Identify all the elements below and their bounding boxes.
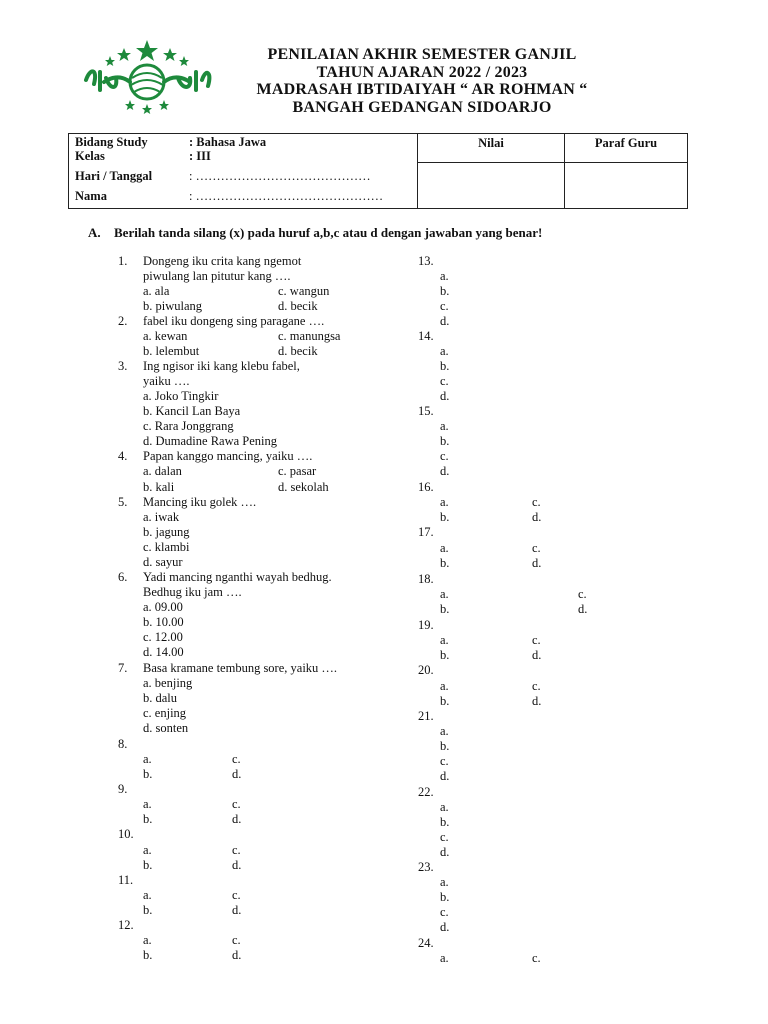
question-line: c. xyxy=(532,679,541,693)
question-line: a. dalan xyxy=(143,464,182,478)
question-line: b. xyxy=(440,602,450,616)
question-line: b. dalu xyxy=(143,691,178,705)
section-instruction-text: Berilah tanda silang (x) pada huruf a,b,c atau d dengan jawaban yang benar! xyxy=(114,225,543,240)
label-hari-tanggal: Hari / Tanggal xyxy=(75,169,153,183)
question-line: c. xyxy=(232,888,241,902)
question-number: 2. xyxy=(118,314,128,328)
question-line: d. xyxy=(232,903,242,917)
value-hari-tanggal[interactable]: : …………………………………… xyxy=(189,169,371,183)
question-line: c. pasar xyxy=(278,464,317,478)
question-line: Mancing iku golek …. xyxy=(143,495,257,509)
question-line: d. xyxy=(532,648,542,662)
question-line: d. xyxy=(440,845,450,859)
question-number: 3. xyxy=(118,359,128,373)
question-line: d. xyxy=(440,769,450,783)
question-line: a. xyxy=(440,344,449,358)
question-line: c. enjing xyxy=(143,706,187,720)
question-line: d. xyxy=(440,464,450,478)
question-line: a. xyxy=(440,951,449,965)
question-line: Dongeng iku crita kang ngemot xyxy=(143,254,302,268)
question-number: 23. xyxy=(418,860,434,874)
value-bidang-study: : Bahasa Jawa xyxy=(189,135,267,149)
question-line: c. xyxy=(232,752,241,766)
question-line: c. xyxy=(440,374,449,388)
question-number: 7. xyxy=(118,661,128,675)
nilai-header: Nilai xyxy=(418,134,565,163)
question-line: c. xyxy=(440,449,449,463)
question-line: d. becik xyxy=(278,344,318,358)
question-line: d. xyxy=(532,694,542,708)
question-number: 19. xyxy=(418,618,434,632)
question-number: 4. xyxy=(118,449,128,463)
question-line: b. xyxy=(143,767,153,781)
question-line: a. xyxy=(440,679,449,693)
question-line: d. sayur xyxy=(143,555,183,569)
question-line: a. xyxy=(440,419,449,433)
section-letter: A. xyxy=(88,225,101,240)
question-line: c. xyxy=(532,633,541,647)
question-number: 1. xyxy=(118,254,128,268)
question-line: a. benjing xyxy=(143,676,193,690)
question-line: a. xyxy=(440,633,449,647)
question-line: a. kewan xyxy=(143,329,188,343)
label-kelas: Kelas xyxy=(75,149,105,163)
question-line: d. Dumadine Rawa Pening xyxy=(143,434,278,448)
nilai-box[interactable] xyxy=(418,163,565,209)
header-line-4: BANGAH GEDANGAN SIDOARJO xyxy=(292,99,552,116)
question-line: a. xyxy=(143,843,152,857)
question-line: a. ala xyxy=(143,284,170,298)
question-line: d. xyxy=(578,602,588,616)
question-line: a. xyxy=(440,800,449,814)
question-line: a. xyxy=(143,888,152,902)
question-line: c. 12.00 xyxy=(143,630,183,644)
question-line: yaiku …. xyxy=(143,374,190,388)
question-line: a. xyxy=(440,269,449,283)
question-line: c. xyxy=(440,830,449,844)
question-number: 5. xyxy=(118,495,128,509)
question-line: a. xyxy=(143,933,152,947)
question-line: a. xyxy=(143,797,152,811)
question-number: 14. xyxy=(418,329,434,343)
question-line: b. xyxy=(440,694,450,708)
question-line: d. xyxy=(232,812,242,826)
question-line: a. xyxy=(440,541,449,555)
question-line: b. xyxy=(143,812,153,826)
question-line: c. xyxy=(232,797,241,811)
question-line: b. xyxy=(440,815,450,829)
question-line: c. xyxy=(440,754,449,768)
question-line: b. xyxy=(440,510,450,524)
question-line: b. xyxy=(440,648,450,662)
question-line: c. klambi xyxy=(143,540,190,554)
question-line: d. xyxy=(532,510,542,524)
label-nama: Nama xyxy=(75,189,107,203)
question-line: d. xyxy=(532,556,542,570)
question-number: 13. xyxy=(418,254,434,268)
section-a-instruction xyxy=(88,225,542,241)
question-line: Ing ngisor iki kang klebu fabel, xyxy=(143,359,300,373)
question-line: c. xyxy=(440,905,449,919)
question-line: b. lelembut xyxy=(143,344,200,358)
question-line: c. xyxy=(532,541,541,555)
question-line: b. xyxy=(440,739,450,753)
question-line: d. xyxy=(440,920,450,934)
question-line: b. 10.00 xyxy=(143,615,184,629)
paraf-guru-header: Paraf Guru xyxy=(565,134,688,163)
question-line: c. manungsa xyxy=(278,329,341,343)
question-line: a. Joko Tingkir xyxy=(143,389,219,403)
question-number: 12. xyxy=(118,918,134,932)
question-number: 22. xyxy=(418,785,434,799)
value-kelas: : III xyxy=(189,149,211,163)
question-line: fabel iku dongeng sing paragane …. xyxy=(143,314,325,328)
question-line: b. xyxy=(440,434,450,448)
question-number: 24. xyxy=(418,936,434,950)
header-line-3: MADRASAH IBTIDAIYAH “ AR ROHMAN “ xyxy=(256,81,588,98)
question-line: Yadi mancing nganthi wayah bedhug. xyxy=(143,570,332,584)
question-line: c. xyxy=(232,843,241,857)
question-line: c. xyxy=(532,951,541,965)
question-line: a. xyxy=(440,875,449,889)
question-line: b. piwulang xyxy=(143,299,203,313)
question-line: b. xyxy=(143,858,153,872)
question-line: piwulang lan pitutur kang …. xyxy=(143,269,291,283)
question-line: d. xyxy=(232,948,242,962)
question-line: a. iwak xyxy=(143,510,180,524)
question-line: Basa kramane tembung sore, yaiku …. xyxy=(143,661,338,675)
label-bidang-study: Bidang Study xyxy=(75,135,148,149)
question-number: 15. xyxy=(418,404,434,418)
question-number: 17. xyxy=(418,525,434,539)
header-line-2: TAHUN AJARAN 2022 / 2023 xyxy=(316,64,528,81)
question-line: d. 14.00 xyxy=(143,645,184,659)
question-line: d. xyxy=(232,767,242,781)
question-line: c. wangun xyxy=(278,284,330,298)
question-line: a. 09.00 xyxy=(143,600,183,614)
question-number: 9. xyxy=(118,782,128,796)
question-line: Bedhug iku jam …. xyxy=(143,585,242,599)
question-line: c. xyxy=(440,299,449,313)
nu-logo xyxy=(80,38,214,118)
question-line: d. sonten xyxy=(143,721,189,735)
paraf-guru-box[interactable] xyxy=(565,163,688,209)
question-line: d. xyxy=(232,858,242,872)
question-number: 16. xyxy=(418,480,434,494)
header-line-1: PENILAIAN AKHIR SEMESTER GANJIL xyxy=(267,46,577,63)
question-line: b. xyxy=(440,359,450,373)
question-line: b. xyxy=(143,903,153,917)
question-line: d. xyxy=(440,389,450,403)
student-info-table xyxy=(68,133,688,209)
question-line: b. xyxy=(440,556,450,570)
question-line: a. xyxy=(440,724,449,738)
question-number: 6. xyxy=(118,570,128,584)
question-number: 21. xyxy=(418,709,434,723)
question-line: a. xyxy=(143,752,152,766)
question-line: c. Rara Jonggrang xyxy=(143,419,234,433)
question-number: 18. xyxy=(418,572,434,586)
question-line: c. xyxy=(232,933,241,947)
question-line: b. kali xyxy=(143,480,175,494)
question-line: c. xyxy=(532,495,541,509)
question-line: b. xyxy=(143,948,153,962)
question-line: d. xyxy=(440,314,450,328)
value-nama[interactable]: : ……………………………………… xyxy=(189,189,384,203)
question-line: d. sekolah xyxy=(278,480,329,494)
question-number: 10. xyxy=(118,827,134,841)
question-line: b. Kancil Lan Baya xyxy=(143,404,241,418)
question-line: a. xyxy=(440,587,449,601)
question-line: a. xyxy=(440,495,449,509)
question-line: b. xyxy=(440,284,450,298)
question-line: d. becik xyxy=(278,299,318,313)
question-number: 20. xyxy=(418,663,434,677)
question-line: Papan kanggo mancing, yaiku …. xyxy=(143,449,313,463)
question-line: b. xyxy=(440,890,450,904)
question-line: b. jagung xyxy=(143,525,190,539)
info-cell xyxy=(69,134,418,209)
question-number: 8. xyxy=(118,737,128,751)
question-line: c. xyxy=(578,587,587,601)
question-number: 11. xyxy=(118,873,134,887)
